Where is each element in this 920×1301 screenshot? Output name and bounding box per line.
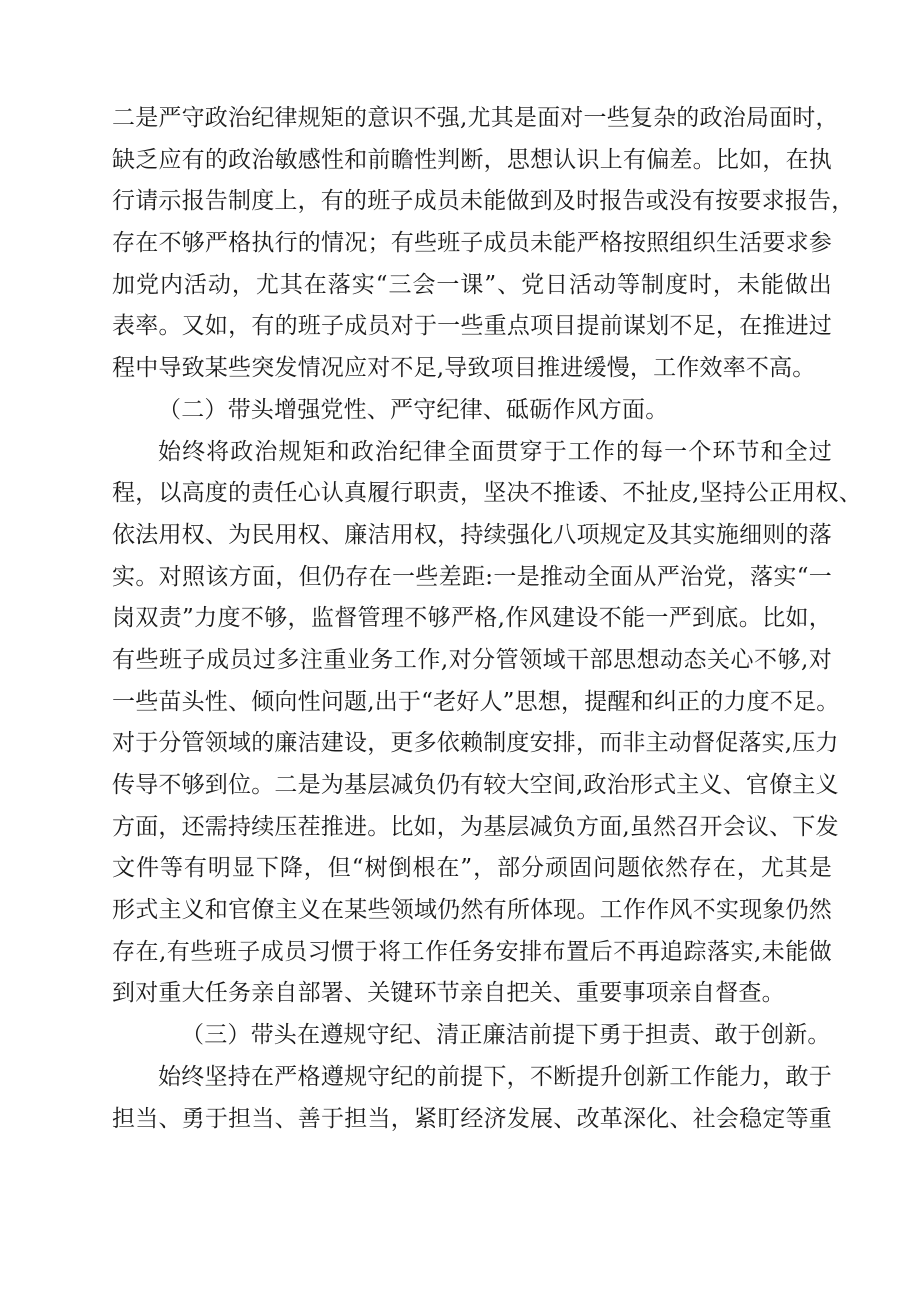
text-line: 有些班子成员过多注重业务工作,对分管领域干部思想动态关心不够,对 [112,646,832,673]
text-line: 文件等有明显下降，但“树倒根在”，部分顽固问题依然存在，尤其是 [112,855,832,882]
text-line: 传导不够到位。二是为基层减负仍有较大空间,政治形式主义、官僚主义 [112,772,839,798]
text-line: 表率。又如，有的班子成员对于一些重点项目提前谋划不足，在推进过 [112,313,832,340]
text-line: 行请示报告制度上，有的班子成员未能做到及时报告或没有按要求报告， [112,188,855,215]
text-line: 二是严守政治纪律规矩的意识不强,尤其是面对一些复杂的政治局面时， [112,105,839,131]
text-line: 程，以高度的责任心认真履行职责，坚决不推诿、不扯皮,坚持公正用权、 [112,480,862,507]
text-line: 岗双责”力度不够，监督管理不够严格,作风建设不能一严到底。比如， [112,605,832,632]
text-line: 对于分管领域的廉洁建设，更多依赖制度安排，而非主动督促落实,压力 [112,730,839,757]
section-heading-2: （二）带头增强党性、严守纪律、砥砺作风方面。 [158,396,669,423]
text-line: 形式主义和官僚主义在某些领域仍然有所体现。工作作风不实现象仍然 [112,897,832,924]
text-line: 担当、勇于担当、善于担当，紧盯经济发展、改革深化、社会稳定等重 [112,1105,832,1132]
text-line: 加党内活动，尤其在落实“三会一课”、党日活动等制度时，未能做出 [112,271,832,298]
text-line: 程中导致某些突发情况应对不足,导致项目推进缓慢，工作效率不高。 [112,355,816,382]
text-line: 依法用权、为民用权、廉洁用权，持续强化八项规定及其实施细则的落 [112,521,832,548]
text-line: 实。对照该方面，但仍存在一些差距:一是推动全面从严治党，落实“一 [112,563,832,590]
section-heading-3: （三）带头在遵规守纪、清正廉洁前提下勇于担责、敢于创新。 [181,1022,831,1049]
text-line: 始终坚持在严格遵规守纪的前提下，不断提升创新工作能力，敢于 [158,1063,832,1090]
text-line: 到对重大任务亲自部署、关键环节亲自把关、重要事项亲自督查。 [112,980,785,1007]
text-line: 方面，还需持续压茬推进。比如，为基层减负方面,虽然召开会议、下发 [112,813,839,840]
text-line: 一些苗头性、倾向性问题,出于“老好人”思想，提醒和纠正的力度不足。 [112,688,840,715]
text-line: 始终将政治规矩和政治纪律全面贯穿于工作的每一个环节和全过 [158,438,832,465]
text-line: 存在不够严格执行的情况；有些班子成员未能严格按照组织生活要求参 [112,230,832,257]
text-line: 缺乏应有的政治敏感性和前瞻性判断，思想认识上有偏差。比如，在执 [112,146,832,173]
document-body [112,98,862,1140]
text-line: 存在,有些班子成员习惯于将工作任务安排布置后不再追踪落实,未能做 [112,938,832,965]
